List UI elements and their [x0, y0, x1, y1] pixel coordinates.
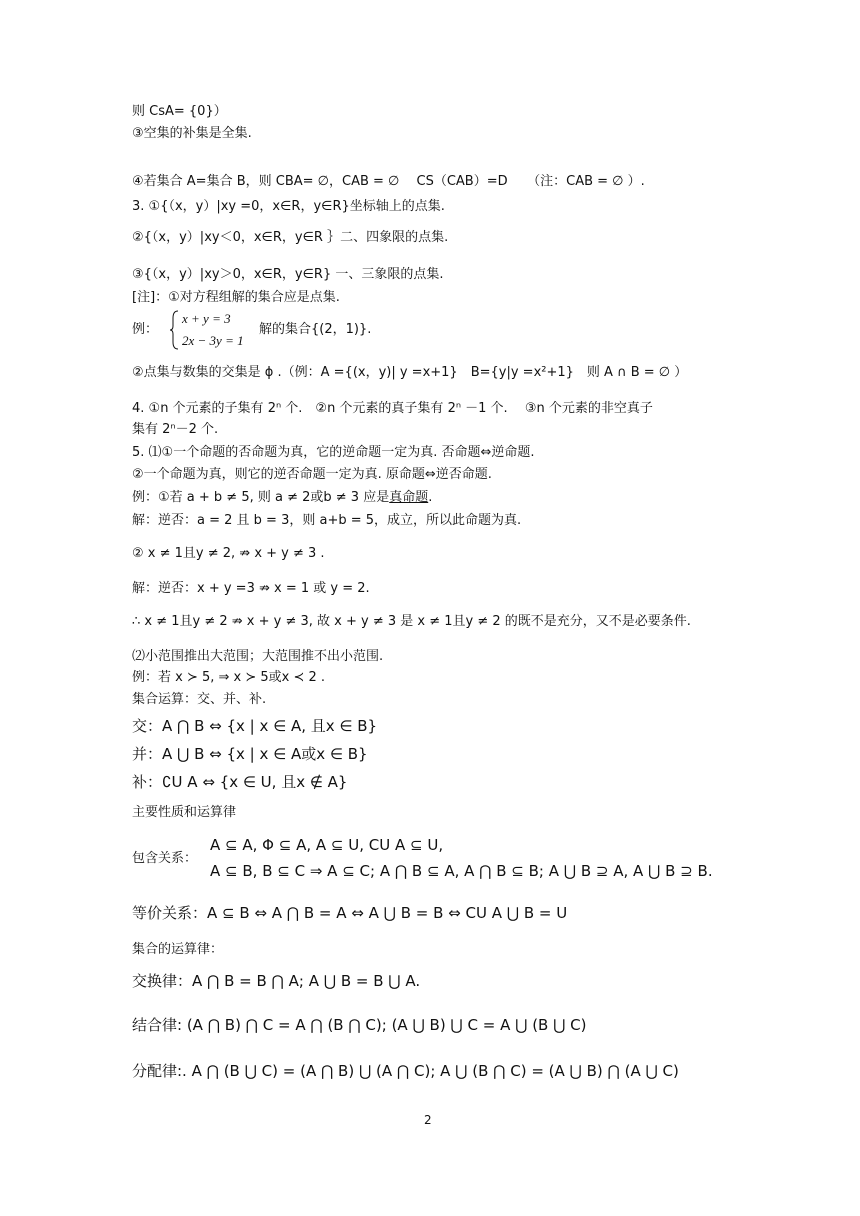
line-subset-count-cont: 集有 2ⁿ－2 个.	[132, 422, 219, 437]
line-example-2: ② x ≠ 1且y ≠ 2, ⇏ x + y ≠ 3 .	[132, 546, 325, 561]
line-quadrant-1-3: ③{（x，y）|xy＞0，x∈R，y∈R} 一、三象限的点集.	[132, 267, 444, 282]
inclusion-line-2: A ⊆ B, B ⊆ C ⇒ A ⊆ C; A ⋂ B ⊆ A, A ⋂ B ⊆ B; A ⋃ B ⊇ A, A ⋃ B ⊇ B.	[210, 862, 713, 880]
line-conclusion: ∴ x ≠ 1且y ≠ 2 ⇏ x + y ≠ 3, 故 x + y ≠ 3 是 x ≠ 1且y ≠ 2 的既不是充分，又不是必要条件.	[132, 614, 691, 629]
line-proposition-2: ②一个命题为真，则它的逆否命题一定为真. 原命题⇔逆否命题.	[132, 467, 492, 482]
line-operation-laws-heading: 集合的运算律：	[132, 942, 224, 957]
line-subset-count: 4. ①n 个元素的子集有 2ⁿ 个. ②n 个元素的真子集有 2ⁿ －1 个. ③n 个元素的非空真子	[132, 401, 653, 416]
line-complement-def: 补：∁U A ⇔ {x ∈ U, 且x ∉ A}	[132, 773, 348, 791]
line-range-example: 例：若 x ≻ 5, ⇒ x ≻ 5或x ≺ 2 .	[132, 670, 326, 685]
line-proposition-1: 5. ⑴①一个命题的否命题为真，它的逆命题一定为真. 否命题⇔逆命题.	[132, 445, 535, 460]
page-number: 2	[424, 1113, 432, 1127]
line-point-number-intersection: ②点集与数集的交集是 ϕ .（例：A ={(x，y)| y =x+1} B={y|y =x²+1} 则 A ∩ B = ∅ ）	[132, 365, 688, 380]
line-distributive: 分配律:. A ⋂ (B ⋃ C) = (A ⋂ B) ⋃ (A ⋂ C); A ⋃ (B ⋂ C) = (A ⋃ B) ⋂ (A ⋃ C)	[132, 1062, 679, 1080]
line-range-principle: ⑵小范围推出大范围；大范围推不出小范围.	[132, 649, 384, 664]
line-complement-zero: 则 CsA= {0}）	[132, 104, 227, 119]
line-note-point-set: [注]：①对方程组解的集合应是点集.	[132, 290, 340, 305]
brace-icon	[170, 310, 180, 350]
example-proposition-text: 例：①若 a + b ≠ 5, 则 a ≠ 2或b ≠ 3 应是	[132, 490, 390, 505]
line-solution-1: 解：逆否：a = 2 且 b = 3，则 a+b = 5，成立，所以此命题为真.	[132, 513, 522, 528]
line-axis-point-set: 3. ①{（x，y）|xy =0，x∈R，y∈R}坐标轴上的点集.	[132, 199, 445, 214]
line-equivalence: 等价关系：A ⊆ B ⇔ A ⋂ B = A ⇔ A ⋃ B = B ⇔ CU A ⋃ B = U	[132, 904, 568, 922]
line-intersection-def: 交：A ⋂ B ⇔ {x | x ∈ A, 且x ∈ B}	[132, 717, 378, 735]
line-solution-2: 解：逆否：x + y =3 ⇏ x = 1 或 y = 2.	[132, 581, 370, 596]
period: .	[428, 490, 433, 505]
inclusion-line-1: A ⊆ A, Φ ⊆ A, A ⊆ U, CU A ⊆ U,	[210, 836, 444, 854]
line-commutative: 交换律：A ⋂ B = B ⋂ A; A ⋃ B = B ⋃ A.	[132, 972, 421, 990]
solution-set-text: 解的集合{(2，1)}.	[259, 322, 372, 337]
line-empty-set-complement: ③空集的补集是全集.	[132, 126, 252, 141]
line-properties-heading: 主要性质和运算律	[132, 805, 237, 820]
equation-1: x + y = 3	[182, 311, 231, 326]
example-label: 例：	[132, 322, 159, 337]
line-set-equality: ④若集合 A=集合 B，则 CBA= ∅，CAB = ∅ CS（CAB）=D （注：CAB = ∅ ）.	[132, 174, 645, 189]
true-proposition-underlined: 真命题	[389, 490, 429, 505]
equation-2: 2x − 3y = 1	[182, 333, 244, 348]
line-example-proposition	[132, 489, 432, 507]
line-union-def: 并：A ⋃ B ⇔ {x | x ∈ A或x ∈ B}	[132, 745, 368, 763]
line-associative: 结合律: (A ⋂ B) ⋂ C = A ⋂ (B ⋂ C); (A ⋃ B) ⋃ C = A ⋃ (B ⋃ C)	[132, 1016, 587, 1034]
line-quadrant-2-4: ②{（x，y）|xy＜0，x∈R，y∈R ｝二、四象限的点集.	[132, 230, 449, 245]
line-set-operations: 集合运算：交、并、补.	[132, 692, 267, 707]
inclusion-label: 包含关系：	[132, 851, 198, 866]
